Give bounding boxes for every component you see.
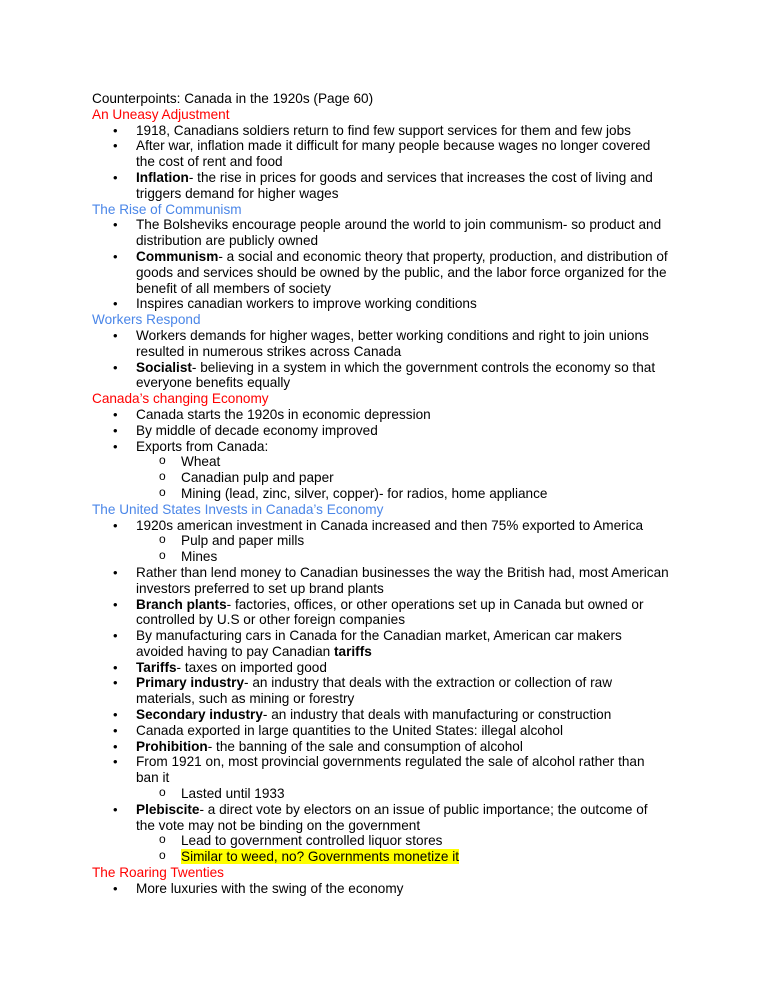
bullet: • Exports from Canada: (92, 439, 692, 455)
heading-changing-economy: Canada’s changing Economy (92, 391, 269, 407)
bullet-definition-plebiscite: • Plebiscite- a direct vote by electors on an issue of public importance; the outcome of the vote may not be binding on the government (92, 802, 692, 834)
sub-bullet: o Canadian pulp and paper (92, 470, 692, 486)
bullet: • Canada starts the 1920s in economic depression (92, 407, 692, 423)
sub-bullet: o Lead to government controlled liquor stores (92, 833, 692, 849)
heading-roaring-twenties: The Roaring Twenties (92, 865, 224, 881)
bullet: • Inspires canadian workers to improve working conditions (92, 296, 692, 312)
heading-workers-respond: Workers Respond (92, 312, 201, 328)
sub-bullet: o Pulp and paper mills (92, 533, 692, 549)
sub-bullet-highlighted (92, 849, 692, 865)
sub-bullet: o Mining (lead, zinc, silver, copper)- for radios, home appliance (92, 486, 692, 502)
bullet-definition-tariffs: • Tariffs- taxes on imported good (92, 660, 692, 676)
bullet-definition-prohibition: • Prohibition- the banning of the sale and consumption of alcohol (92, 739, 692, 755)
bullet: • By manufacturing cars in Canada for the Canadian market, American car makers avoided having to pay Canadian tariffs (92, 628, 692, 660)
bullet-definition-communism: • Communism- a social and economic theory that property, production, and distribution of goods and services should be owned by the public, and the labor force organized for the benefit of all members of society (92, 249, 692, 296)
bullet: • Rather than lend money to Canadian businesses the way the British had, most American investors preferred to set up brand plants (92, 565, 692, 597)
bullet-definition-branch-plants: • Branch plants- factories, offices, or other operations set up in Canada but owned or controlled by U.S or other foreign companies (92, 597, 692, 629)
bullet-definition-socialist: • Socialist- believing in a system in which the government controls the economy so that everyone benefits equally (92, 360, 692, 392)
bullet: • The Bolsheviks encourage people around the world to join communism- so product and distribution are publicly owned (92, 217, 692, 249)
bullet: • By middle of decade economy improved (92, 423, 692, 439)
bullet: • 1920s american investment in Canada increased and then 75% exported to America (92, 518, 692, 534)
sub-bullet: o Wheat (92, 454, 692, 470)
heading-us-invests: The United States Invests in Canada’s Economy (92, 501, 384, 517)
bullet: • After war, inflation made it difficult for many people because wages no longer covered the cost of rent and food (92, 138, 692, 170)
bullet: • More luxuries with the swing of the economy (92, 881, 692, 897)
bullet: • Workers demands for higher wages, better working conditions and right to join unions resulted in numerous strikes across Canada (92, 328, 692, 360)
heading-rise-of-communism: The Rise of Communism (92, 201, 242, 217)
sub-bullet: o Mines (92, 549, 692, 565)
bullet: • From 1921 on, most provincial governments regulated the sale of alcohol rather than ban it (92, 754, 692, 786)
heading-uneasy-adjustment: An Uneasy Adjustment (92, 106, 230, 122)
sub-bullet: o Lasted until 1933 (92, 786, 692, 802)
document-title: Counterpoints: Canada in the 1920s (Page 60) (92, 91, 374, 106)
document-page (92, 91, 692, 897)
bullet: • 1918, Canadians soldiers return to find few support services for them and few jobs (92, 123, 692, 139)
bullet-definition-inflation: • Inflation- the rise in prices for goods and services that increases the cost of living and triggers demand for higher wages (92, 170, 692, 202)
bullet-definition-secondary-industry: • Secondary industry- an industry that deals with manufacturing or construction (92, 707, 692, 723)
bullet-definition-primary-industry: • Primary industry- an industry that deals with the extraction or collection of raw materials, such as mining or forestry (92, 675, 692, 707)
highlighted-text: Similar to weed, no? Governments monetize it (181, 849, 460, 865)
bullet: • Canada exported in large quantities to the United States: illegal alcohol (92, 723, 692, 739)
